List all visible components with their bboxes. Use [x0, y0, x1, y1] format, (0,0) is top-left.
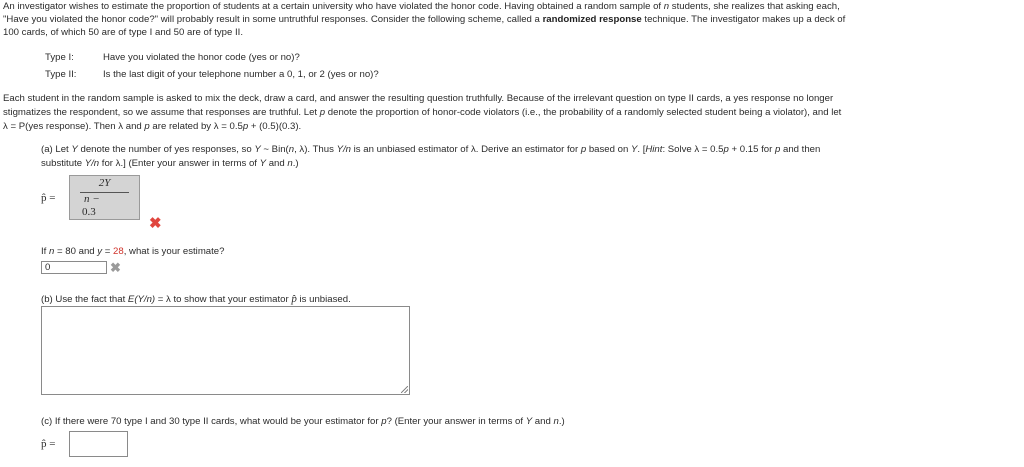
- intro-line-2: "Have you violated the honor code?" will probably result in some untruthful responses. Consider the following scheme, called a randomized response technique. The investigator makes up a deck of: [3, 14, 846, 25]
- resize-grip-icon[interactable]: [401, 386, 408, 393]
- part-b-question: (b) Use the fact that E(Y/n) = λ to show that your estimator p̂ is unbiased.: [41, 293, 351, 305]
- part-c-answer-input[interactable]: [69, 431, 128, 457]
- type2-label: Type II:: [45, 69, 77, 80]
- part-a-estimate-question: If n = 80 and y = 28, what is your estimate?: [41, 246, 225, 257]
- math-answer-box[interactable]: [69, 175, 140, 220]
- part-b-answer-textarea[interactable]: [41, 306, 410, 395]
- part-a-line-1: (a) Let Y denote the number of yes responses, so Y ~ Bin(n, λ). Thus Y/n is an unbiased estimator of λ. Derive an estimator for p based on Y. [Hint: Solve λ = 0.5p + 0.15 for p and then: [41, 144, 821, 155]
- answer-constant: 0.3: [82, 206, 96, 218]
- type1-question: Have you violated the honor code (yes or no)?: [103, 52, 300, 63]
- answer-numerator: 2Y: [98, 177, 111, 189]
- type2-question: Is the last digit of your telephone number a 0, 1, or 2 (yes or no)?: [103, 69, 379, 80]
- part-c-question: (c) If there were 70 type I and 30 type II cards, what would be your estimator for p? (Enter your answer in terms of Y and n.): [41, 416, 565, 427]
- intro-line-1: An investigator wishes to estimate the proportion of students at a certain university who have violated the honor code. Having obtained a random sample of n students, she realizes that asking each,: [3, 1, 840, 12]
- estimate-input[interactable]: 0: [41, 261, 107, 274]
- phat-label-c: p̂ =: [41, 438, 56, 450]
- para2-line-2: stigmatizes the respondent, so we assume that responses are truthful. Let p denote the proportion of honor-code violators (i.e., the probability of a randomly selected student being a violator), and let: [3, 107, 842, 118]
- intro-line-3: 100 cards, of which 50 are of type I and 50 are of type II.: [3, 27, 243, 38]
- type1-label: Type I:: [45, 52, 74, 63]
- phat-label-a: p̂ =: [41, 192, 56, 204]
- para2-line-3: λ = P(yes response). Then λ and p are related by λ = 0.5p + (0.5)(0.3).: [3, 121, 302, 132]
- incorrect-x-icon: ✖: [149, 215, 162, 232]
- answer-denominator: n −: [84, 193, 100, 205]
- incorrect-x-icon: ✖: [110, 260, 121, 275]
- para2-line-1: Each student in the random sample is asked to mix the deck, draw a card, and answer the resulting question truthfully. Because of the irrelevant question on type II cards, a yes response no longer: [3, 93, 834, 104]
- part-a-line-2: substitute Y/n for λ.] (Enter your answer in terms of Y and n.): [41, 158, 299, 169]
